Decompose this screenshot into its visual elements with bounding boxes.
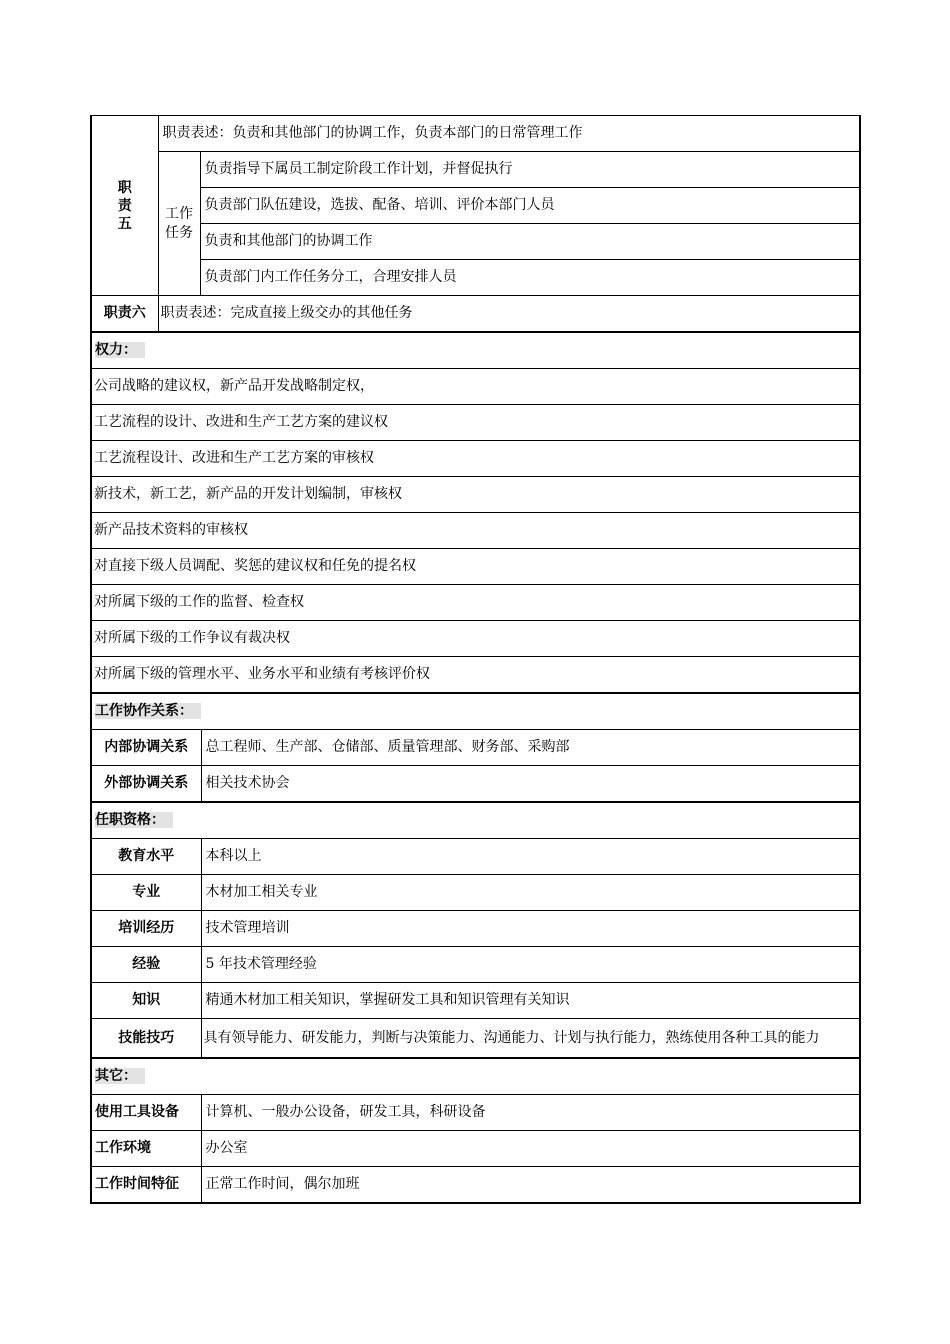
- other-label: 使用工具设备: [91, 1095, 201, 1131]
- qualification-label: 专业: [91, 875, 201, 911]
- relations-section-header: [91, 693, 860, 730]
- qualification-row: [91, 875, 860, 911]
- duty5-task-row: [91, 152, 860, 188]
- qualification-row: [91, 911, 860, 947]
- authority-row: [91, 621, 860, 657]
- authority-item: 对所属下级的管理水平、业务水平和业绩有考核评价权: [91, 657, 860, 693]
- duty5-task-row: [91, 224, 860, 260]
- duty5-task-row: [91, 188, 860, 224]
- duty5-task: 负责和其他部门的协调工作: [200, 224, 860, 260]
- other-row: [91, 1095, 860, 1131]
- authority-row: [91, 369, 860, 405]
- authority-row: [91, 513, 860, 549]
- duty5-description: 职责表述：负责和其他部门的协调工作，负责本部门的日常管理工作: [158, 116, 860, 152]
- duty5-task: 负责部门队伍建设，选拔、配备、培训、评价本部门人员: [200, 188, 860, 224]
- relations-title: 工作协作关系：: [95, 703, 201, 719]
- qualification-value: 5 年技术管理经验: [201, 947, 860, 983]
- authority-row: [91, 477, 860, 513]
- relations-internal-label: 内部协调关系: [91, 730, 201, 766]
- authority-row: [91, 549, 860, 585]
- duty5-label: [91, 116, 158, 296]
- other-value: 办公室: [201, 1131, 860, 1167]
- qualification-label: 培训经历: [91, 911, 201, 947]
- qualifications-title: 任职资格：: [95, 812, 173, 828]
- duty6-label: 职责六: [91, 296, 158, 333]
- duty5-tasks-label-text: 工作 任务: [165, 205, 193, 241]
- qualification-value: 本科以上: [201, 839, 860, 875]
- authority-row: [91, 441, 860, 477]
- job-description-table: [90, 115, 861, 693]
- other-value: 正常工作时间，偶尔加班: [201, 1167, 860, 1204]
- authority-item: 新产品技术资料的审核权: [91, 513, 860, 549]
- qualification-row: [91, 947, 860, 983]
- authority-item: 工艺流程设计、改进和生产工艺方案的审核权: [91, 441, 860, 477]
- relations-external-value: 相关技术协会: [201, 766, 860, 803]
- qualification-label: 经验: [91, 947, 201, 983]
- duty6-description: 职责表述：完成直接上级交办的其他任务: [158, 296, 860, 333]
- other-row: [91, 1131, 860, 1167]
- qualification-value: 精通木材加工相关知识，掌握研发工具和知识管理有关知识: [201, 983, 860, 1019]
- other-label: 工作环境: [91, 1131, 201, 1167]
- duty5-task: 负责部门内工作任务分工，合理安排人员: [200, 260, 860, 296]
- qualification-label: 技能技巧: [91, 1019, 201, 1059]
- job-description-sheet: [90, 115, 859, 1204]
- job-description-table-lower: [90, 692, 861, 1204]
- duty6-row: [91, 296, 860, 333]
- duty5-label-text: 职 责 五: [117, 179, 132, 232]
- qualification-value: 具有领导能力、研发能力，判断与决策能力、沟通能力、计划与执行能力，熟练使用各种工具的能力: [201, 1019, 860, 1059]
- authority-item: 对直接下级人员调配、奖惩的建议权和任免的提名权: [91, 549, 860, 585]
- authority-row: [91, 657, 860, 693]
- duty5-description-row: [91, 116, 860, 152]
- duty5-tasks-label: [158, 152, 200, 296]
- authority-row: [91, 585, 860, 621]
- relations-external-label: 外部协调关系: [91, 766, 201, 803]
- qualification-value: 木材加工相关专业: [201, 875, 860, 911]
- qualification-row: [91, 839, 860, 875]
- authority-title: 权力：: [95, 342, 145, 358]
- authority-item: 对所属下级的工作的监督、检查权: [91, 585, 860, 621]
- relations-external-row: [91, 766, 860, 803]
- relations-internal-value: 总工程师、生产部、仓储部、质量管理部、财务部、采购部: [201, 730, 860, 766]
- other-title: 其它：: [95, 1068, 145, 1084]
- duty5-task: 负责指导下属员工制定阶段工作计划，并督促执行: [200, 152, 860, 188]
- relations-internal-row: [91, 730, 860, 766]
- qualification-label: 知识: [91, 983, 201, 1019]
- authority-item: 对所属下级的工作争议有裁决权: [91, 621, 860, 657]
- authority-section-header: [91, 332, 860, 369]
- qualification-row: [91, 1019, 860, 1059]
- authority-item: 公司战略的建议权，新产品开发战略制定权，: [91, 369, 860, 405]
- authority-item: 新技术，新工艺，新产品的开发计划编制，审核权: [91, 477, 860, 513]
- other-value: 计算机、一般办公设备，研发工具，科研设备: [201, 1095, 860, 1131]
- qualification-value: 技术管理培训: [201, 911, 860, 947]
- qualification-row: [91, 983, 860, 1019]
- authority-row: [91, 405, 860, 441]
- duty5-task-row: [91, 260, 860, 296]
- other-label: 工作时间特征: [91, 1167, 201, 1204]
- qualification-label: 教育水平: [91, 839, 201, 875]
- other-row: [91, 1167, 860, 1204]
- qualifications-section-header: [91, 802, 860, 839]
- authority-item: 工艺流程的设计、改进和生产工艺方案的建议权: [91, 405, 860, 441]
- other-section-header: [91, 1058, 860, 1095]
